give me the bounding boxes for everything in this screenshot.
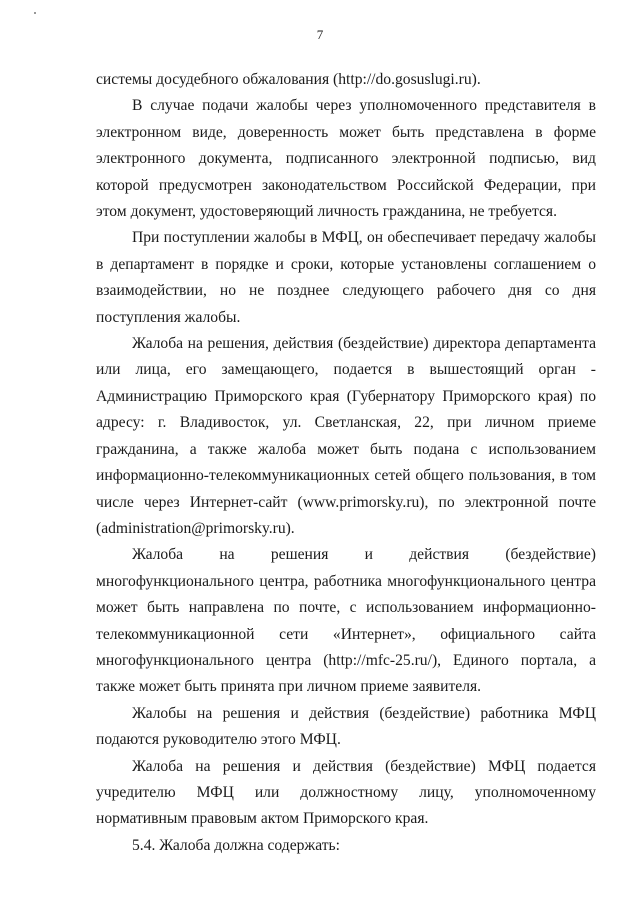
paragraph-mfc-transfer: При поступлении жалобы в МФЦ, он обеспечивает передачу жалобы в департамент в порядке и сроки, которые установлены соглашением о взаимодействии, но не позднее следующего рабочего дня со дня поступления жалобы.: [96, 229, 596, 326]
paragraph-section-5-4: 5.4. Жалоба должна содержать:: [132, 836, 340, 854]
paragraph-continuation: системы досудебного обжалования (http://do.gosuslugi.ru).: [96, 71, 481, 88]
page-number: 7: [316, 27, 324, 42]
document-body: [96, 67, 596, 859]
paragraph-director-complaint: Жалоба на решения, действия (бездействие) директора департамента или лица, его замещающего, подается в вышестоящий орган - Администрацию Приморского края (Губернатору Приморского края) по адресу: г. Владивосток, ул. Светланская, 22, при личном приеме гражданина, а также жалоба может быть подана с использованием информационно-телекоммуникационных сетей общего пользования, в том числе через Интернет-сайт (www.primorsky.ru), по электронной почте (administration@primorsky.ru).: [96, 335, 596, 537]
paragraph-mfc-worker-complaint: Жалобы на решения и действия (бездействие) работника МФЦ подаются руководителю этого МФЦ.: [96, 704, 596, 749]
paragraph-mfc-founder-complaint: Жалоба на решения и действия (бездействие) МФЦ подается учредителю МФЦ или должностному лицу, уполномоченному нормативным правовым актом Приморского края.: [96, 757, 596, 828]
scan-speck: [34, 12, 36, 14]
paragraph-representative: В случае подачи жалобы через уполномоченного представителя в электронном виде, доверенность может быть представлена в форме электронного документа, подписанного электронной подписью, вид которой предусмотрен законодательством Российской Федерации, при этом документ, удостоверяющий личность гражданина, не требуется.: [96, 97, 596, 221]
paragraph-mfc-complaint: Жалоба на решения и действия (бездействие) многофункционального центра, работника многофункционального центра может быть направлена по почте, с использованием информационно-телекоммуникационной сети «Интернет», официального сайта многофункционального центра (http://mfc-25.ru/), Единого портала, а также может быть принята при личном приеме заявителя.: [96, 546, 596, 696]
